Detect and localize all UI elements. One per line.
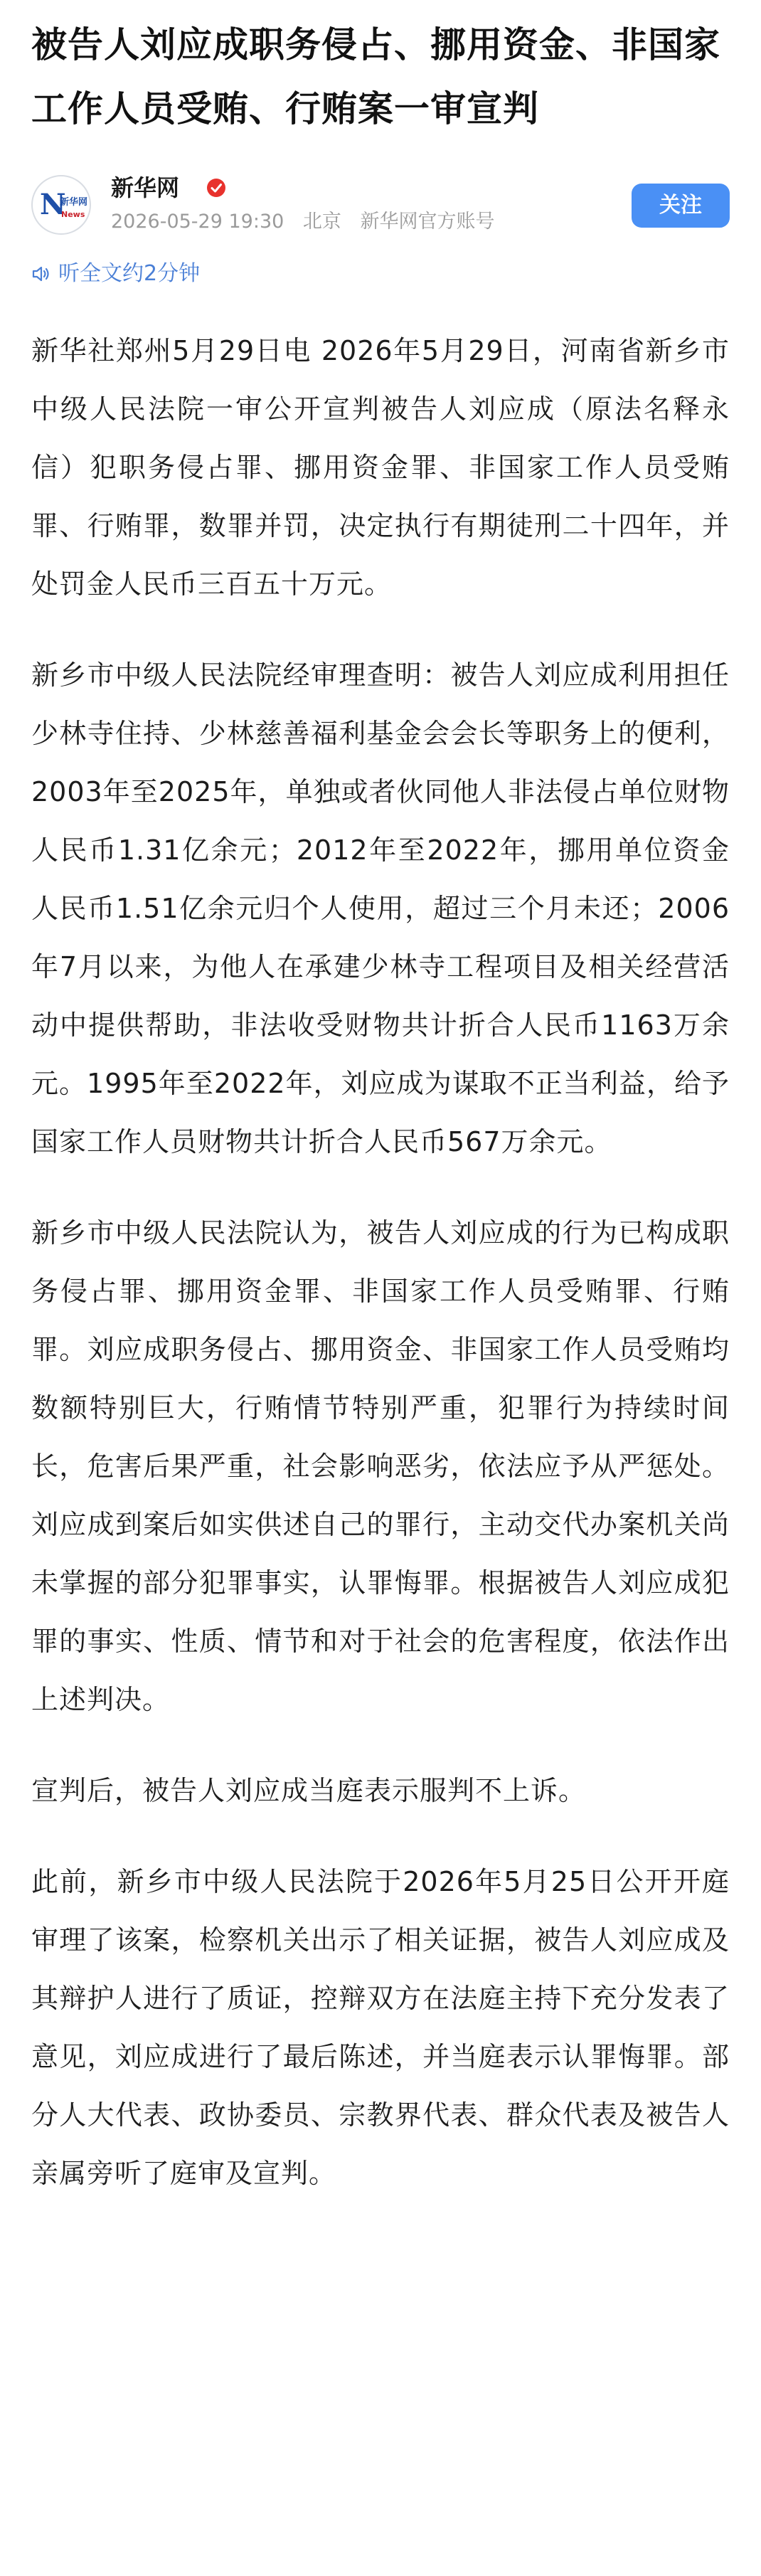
article-paragraph: 新乡市中级人民法院经审理查明：被告人刘应成利用担任少林寺住持、少林慈善福利基金会会长等职务上的便利，2003年至2025年，单独或者伙同他人非法侵占单位财物人民币1.31亿余元；2012年至2022年，挪用单位资金人民币1.51亿余元归个人使用，超过三个月未还；2006年7月以来，为他人在承建少林寺工程项目及相关经营活动中提供帮助，非法收受财物共计折合人民币1163万余元。1995年至2022年，刘应成为谋取不正当利益，给予国家工作人员财物共计折合人民币567万余元。 xyxy=(31,659,730,1157)
account-type: 新华网官方账号 xyxy=(360,211,495,233)
verified-badge-icon xyxy=(206,178,226,198)
publish-datetime: 2026-05-29 19:30 xyxy=(111,211,284,233)
follow-button[interactable]: 关注 xyxy=(632,184,730,228)
article-paragraph: 宣判后，被告人刘应成当庭表示服判不上诉。 xyxy=(31,1775,587,1806)
author-name[interactable]: 新华网 xyxy=(111,174,180,201)
article-title: 被告人刘应成职务侵占、挪用资金、非国家工作人员受贿、行贿案一审宣判 xyxy=(31,24,720,129)
article-paragraph: 新乡市中级人民法院认为，被告人刘应成的行为已构成职务侵占罪、挪用资金罪、非国家工作人员受贿罪、行贿罪。刘应成职务侵占、挪用资金、非国家工作人员受贿均数额特别巨大，行贿情节特别严重，犯罪行为持续时间长，危害后果严重，社会影响恶劣，依法应予从严惩处。刘应成到案后如实供述自己的罪行，主动交代办案机关尚未掌握的部分犯罪事实，认罪悔罪。根据被告人刘应成犯罪的事实、性质、情节和对于社会的危害程度，依法作出上述判决。 xyxy=(31,1217,730,1715)
article-body xyxy=(31,322,730,2203)
publish-location: 北京 xyxy=(302,211,341,233)
author-avatar[interactable] xyxy=(31,175,91,235)
speaker-icon xyxy=(31,265,50,283)
article-meta xyxy=(111,209,508,235)
avatar-logo-text: 新华网 xyxy=(60,197,88,208)
article-paragraph: 新华社郑州5月29日电 2026年5月29日，河南省新乡市中级人民法院一审公开宣判被告人刘应成（原法名释永信）犯职务侵占罪、挪用资金罪、非国家工作人员受贿罪、行贿罪，数罪并罚，决定执行有期徒刑二十四年，并处罚金人民币三百五十万元。 xyxy=(31,335,730,600)
avatar-logo-sub: News xyxy=(61,210,85,219)
listen-full-text-link[interactable] xyxy=(31,256,730,292)
article-paragraph: 此前，新乡市中级人民法院于2026年5月25日公开开庭审理了该案，检察机关出示了相关证据，被告人刘应成及其辩护人进行了质证，控辩双方在法庭主持下充分发表了意见，刘应成进行了最后陈述，并当庭表示认罪悔罪。部分人大代表、政协委员、宗教界代表、群众代表及被告人亲属旁听了庭审及宣判。 xyxy=(31,1866,730,2189)
listen-label: 听全文约2分钟 xyxy=(58,261,201,286)
author-row xyxy=(31,168,730,239)
xinhua-logo-icon: N xyxy=(40,188,66,221)
